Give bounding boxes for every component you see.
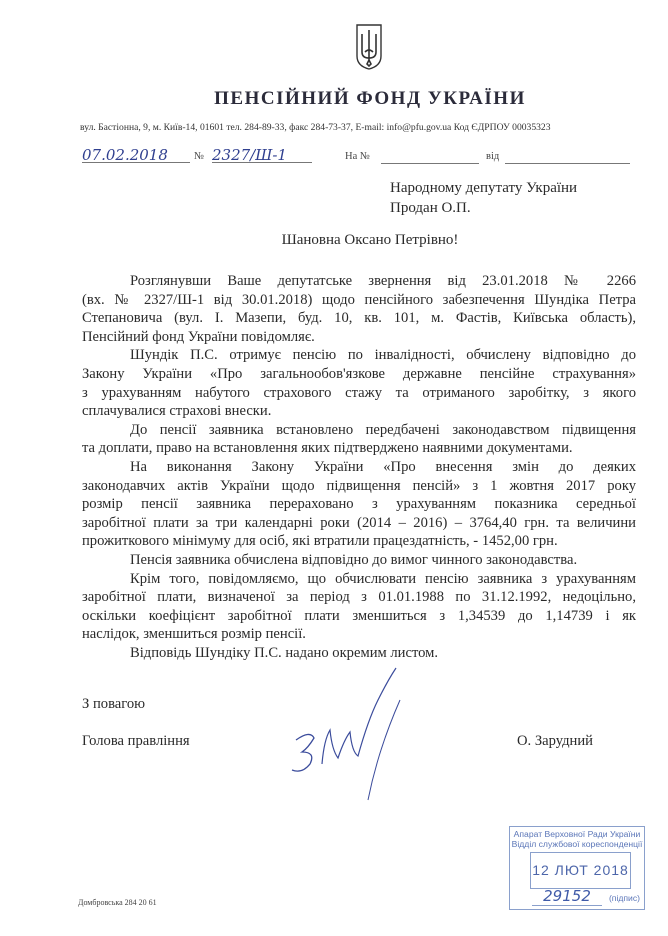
outgoing-number: 2327/Ш-1 xyxy=(212,146,287,164)
body-line: сплачувалися страхові внески. xyxy=(82,403,272,420)
stamp-registration-number: 29152 xyxy=(532,887,602,906)
stamp-signature-label: (підпис) xyxy=(608,893,640,903)
organization-address: вул. Бастіонна, 9, м. Київ-14, 01601 тел. 284-89-33, факс 284-73-37, E-mail: info@pfu.gov.ua Код ЄДРПОУ 00035323 xyxy=(80,122,551,133)
body-line: законодавчих актів України щодо підвищення пенсій» з 1 жовтня 2017 року xyxy=(82,477,636,494)
body-line: Степановича (вул. І. Мазепи, буд. 10, кв. 101, м. Фастів, Київська область), xyxy=(82,310,636,327)
body-line: наслідок, зменшиться розмір пенсії. xyxy=(82,626,306,643)
stamp-department: Відділ службової кореспонденції xyxy=(511,839,643,849)
number-field xyxy=(212,146,312,163)
reply-to-number-blank xyxy=(381,147,479,164)
outgoing-date: 07.02.2018 xyxy=(82,146,168,164)
body-line: Пенсійний фонд України повідомляє. xyxy=(82,328,315,345)
handwritten-signature xyxy=(288,660,418,810)
addressee-name: Продан О.П. xyxy=(390,200,471,216)
body-line: До пенсії заявника встановлено передбачені законодавством підвищення xyxy=(130,421,636,438)
body-line: Крім того, повідомляємо, що обчислювати пенсію заявника з урахуванням xyxy=(130,570,636,587)
reply-to-label: На № xyxy=(345,151,370,162)
stamp-date: 12 ЛЮТ 2018 xyxy=(532,862,629,878)
stamp-organization: Апарат Верховної Ради України xyxy=(513,829,641,839)
trident-emblem-icon xyxy=(354,22,384,70)
greeting: Шановна Оксано Петрівно! xyxy=(281,232,459,248)
stamp-date-box xyxy=(530,852,631,889)
letter-body xyxy=(82,272,636,662)
body-line: заробітної плати за три календарні роки (2014 – 2016) – 3764,40 грн. та величини xyxy=(82,514,636,531)
body-line: Розглянувши Ваше депутатське звернення від 23.01.2018 № 2266 xyxy=(130,273,636,289)
reply-to-date-blank xyxy=(505,147,630,164)
organization-title: ПЕНСІЙНИЙ ФОНД УКРАЇНИ xyxy=(214,88,526,109)
body-line: з урахуванням набутого страхового стажу та отриманого заробітку, з якого xyxy=(82,384,636,401)
registration-stamp xyxy=(509,826,645,910)
signer-name: О. Зарудний xyxy=(517,733,593,749)
body-line: (вх. № 2327/Ш-1 від 30.01.2018) щодо пенсійного забезпечення Шундіка Петра xyxy=(82,291,636,308)
body-line: оскільки коефіцієнт заробітної плати зменшиться з 1,34539 до 1,14739 і як xyxy=(82,607,636,624)
body-line: Пенсія заявника обчислена відповідно до вимог чинного законодавства. xyxy=(130,551,578,568)
date-field xyxy=(82,146,190,163)
from-label: від xyxy=(486,151,500,162)
body-line: прожиткового мінімуму для осіб, які втратили працездатність, - 1452,00 грн. xyxy=(82,533,558,550)
body-line: Відповідь Шундіку П.С. надано окремим листом. xyxy=(130,644,439,661)
body-line: та доплати, право на встановлення яких підтверджено наявними документами. xyxy=(82,440,573,457)
body-line: розмір пенсії заявника перераховано з урахуванням показника середньої xyxy=(82,496,636,513)
signer-position: Голова правління xyxy=(82,733,190,749)
body-line: заробітної плати, визначеної за період з 01.01.1988 по 31.12.1992, недоцільно, xyxy=(82,589,636,606)
executor-info: Домбровська 284 20 61 xyxy=(78,898,157,907)
number-sign: № xyxy=(194,151,205,162)
body-line: Шундік П.С. отримує пенсію по інвалідності, обчислену відповідно до xyxy=(130,347,636,364)
addressee-position: Народному депутату України xyxy=(390,180,578,196)
body-line: На виконання Закону України «Про внесення змін до деяких xyxy=(130,458,636,475)
closing-regards: З повагою xyxy=(82,696,146,712)
body-line: Закону України «Про загальнообов'язкове державне пенсійне страхування» xyxy=(82,365,636,382)
